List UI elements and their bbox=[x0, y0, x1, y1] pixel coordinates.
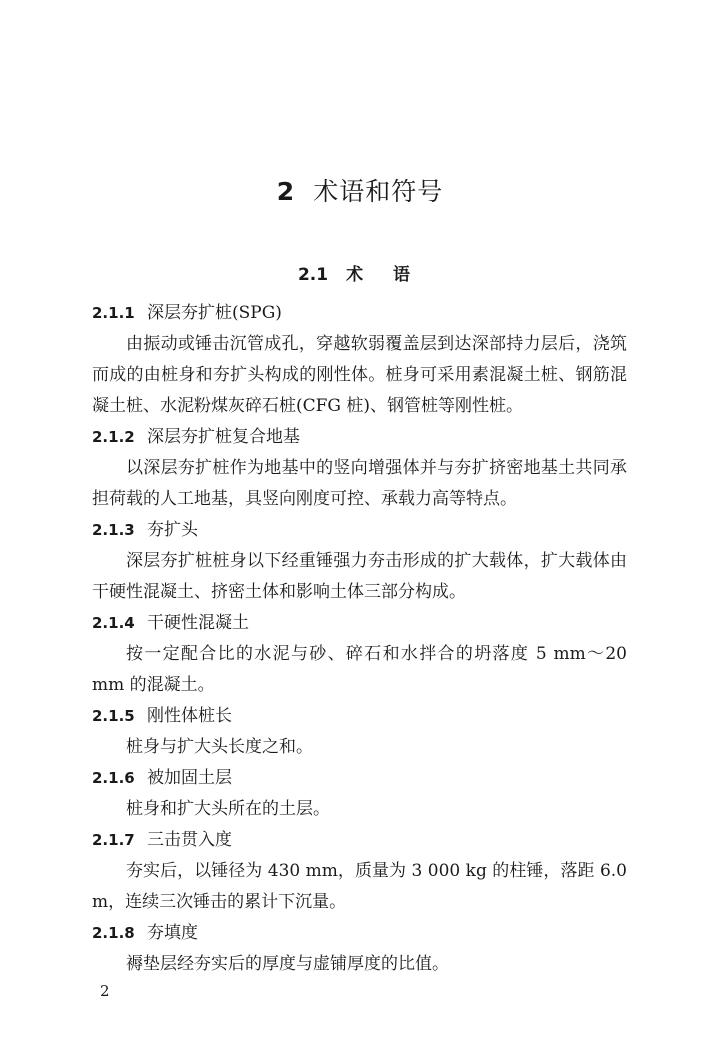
term-heading bbox=[92, 422, 627, 453]
term-definition: 夯实后，以锤径为 430 mm，质量为 3 000 kg 的柱锤，落距 6.0 m，连续三次锤击的累计下沉量。 bbox=[92, 861, 627, 912]
page-number: 2 bbox=[100, 982, 110, 1000]
section-title bbox=[0, 260, 720, 285]
term-definition: 由振动或锤击沉管成孔，穿越软弱覆盖层到达深部持力层后，浇筑而成的由桩身和夯扩头构成的刚性体。桩身可采用素混凝土桩、钢筋混凝土桩、水泥粉煤灰碎石桩(CFG 桩)、钢管桩等刚性桩。 bbox=[92, 334, 627, 416]
term-entry bbox=[92, 825, 627, 918]
term-heading bbox=[92, 763, 627, 794]
chapter-title-text: 术语和符号 bbox=[313, 177, 444, 206]
term-definition: 桩身和扩大头所在的土层。 bbox=[126, 799, 330, 819]
chapter-number: 2 bbox=[276, 177, 296, 206]
term-heading bbox=[92, 701, 627, 732]
term-number: 2.1.5 bbox=[92, 707, 135, 725]
term-name: 深层夯扩桩复合地基 bbox=[147, 427, 300, 447]
term-name: 三击贯入度 bbox=[147, 830, 232, 850]
term-entry bbox=[92, 608, 627, 701]
chapter-title bbox=[0, 172, 720, 208]
term-number: 2.1.3 bbox=[92, 521, 135, 539]
term-entry bbox=[92, 763, 627, 825]
term-definition: 深层夯扩桩桩身以下经重锤强力夯击形成的扩大载体，扩大载体由干硬性混凝土、挤密土体和影响土体三部分构成。 bbox=[92, 551, 627, 602]
term-name: 刚性体桩长 bbox=[147, 706, 232, 726]
term-number: 2.1.7 bbox=[92, 831, 135, 849]
term-name: 深层夯扩桩(SPG) bbox=[147, 303, 282, 323]
term-heading bbox=[92, 825, 627, 856]
term-number: 2.1.8 bbox=[92, 924, 135, 942]
term-entry bbox=[92, 701, 627, 763]
term-name: 被加固土层 bbox=[147, 768, 232, 788]
term-heading bbox=[92, 608, 627, 639]
section-number: 2.1 bbox=[297, 265, 329, 285]
term-definition: 桩身与扩大头长度之和。 bbox=[126, 737, 313, 757]
term-entry bbox=[92, 515, 627, 608]
term-definition: 按一定配合比的水泥与砂、碎石和水拌合的坍落度 5 mm～20 mm 的混凝土。 bbox=[92, 644, 627, 695]
term-definition: 以深层夯扩桩作为地基中的竖向增强体并与夯扩挤密地基土共同承担荷载的人工地基，具竖向刚度可控、承载力高等特点。 bbox=[92, 458, 627, 509]
term-name: 干硬性混凝土 bbox=[147, 613, 249, 633]
term-heading bbox=[92, 298, 627, 329]
term-name: 夯填度 bbox=[147, 923, 198, 943]
terms-list bbox=[92, 298, 627, 980]
term-number: 2.1.6 bbox=[92, 769, 135, 787]
term-number: 2.1.4 bbox=[92, 614, 135, 632]
term-number: 2.1.2 bbox=[92, 428, 135, 446]
term-entry bbox=[92, 422, 627, 515]
term-entry bbox=[92, 298, 627, 422]
term-number: 2.1.1 bbox=[92, 304, 135, 322]
term-heading bbox=[92, 515, 627, 546]
section-title-text: 术 语 bbox=[346, 265, 423, 285]
term-entry bbox=[92, 918, 627, 980]
term-name: 夯扩头 bbox=[147, 520, 198, 540]
term-heading bbox=[92, 918, 627, 949]
term-definition: 褥垫层经夯实后的厚度与虚铺厚度的比值。 bbox=[126, 954, 449, 974]
